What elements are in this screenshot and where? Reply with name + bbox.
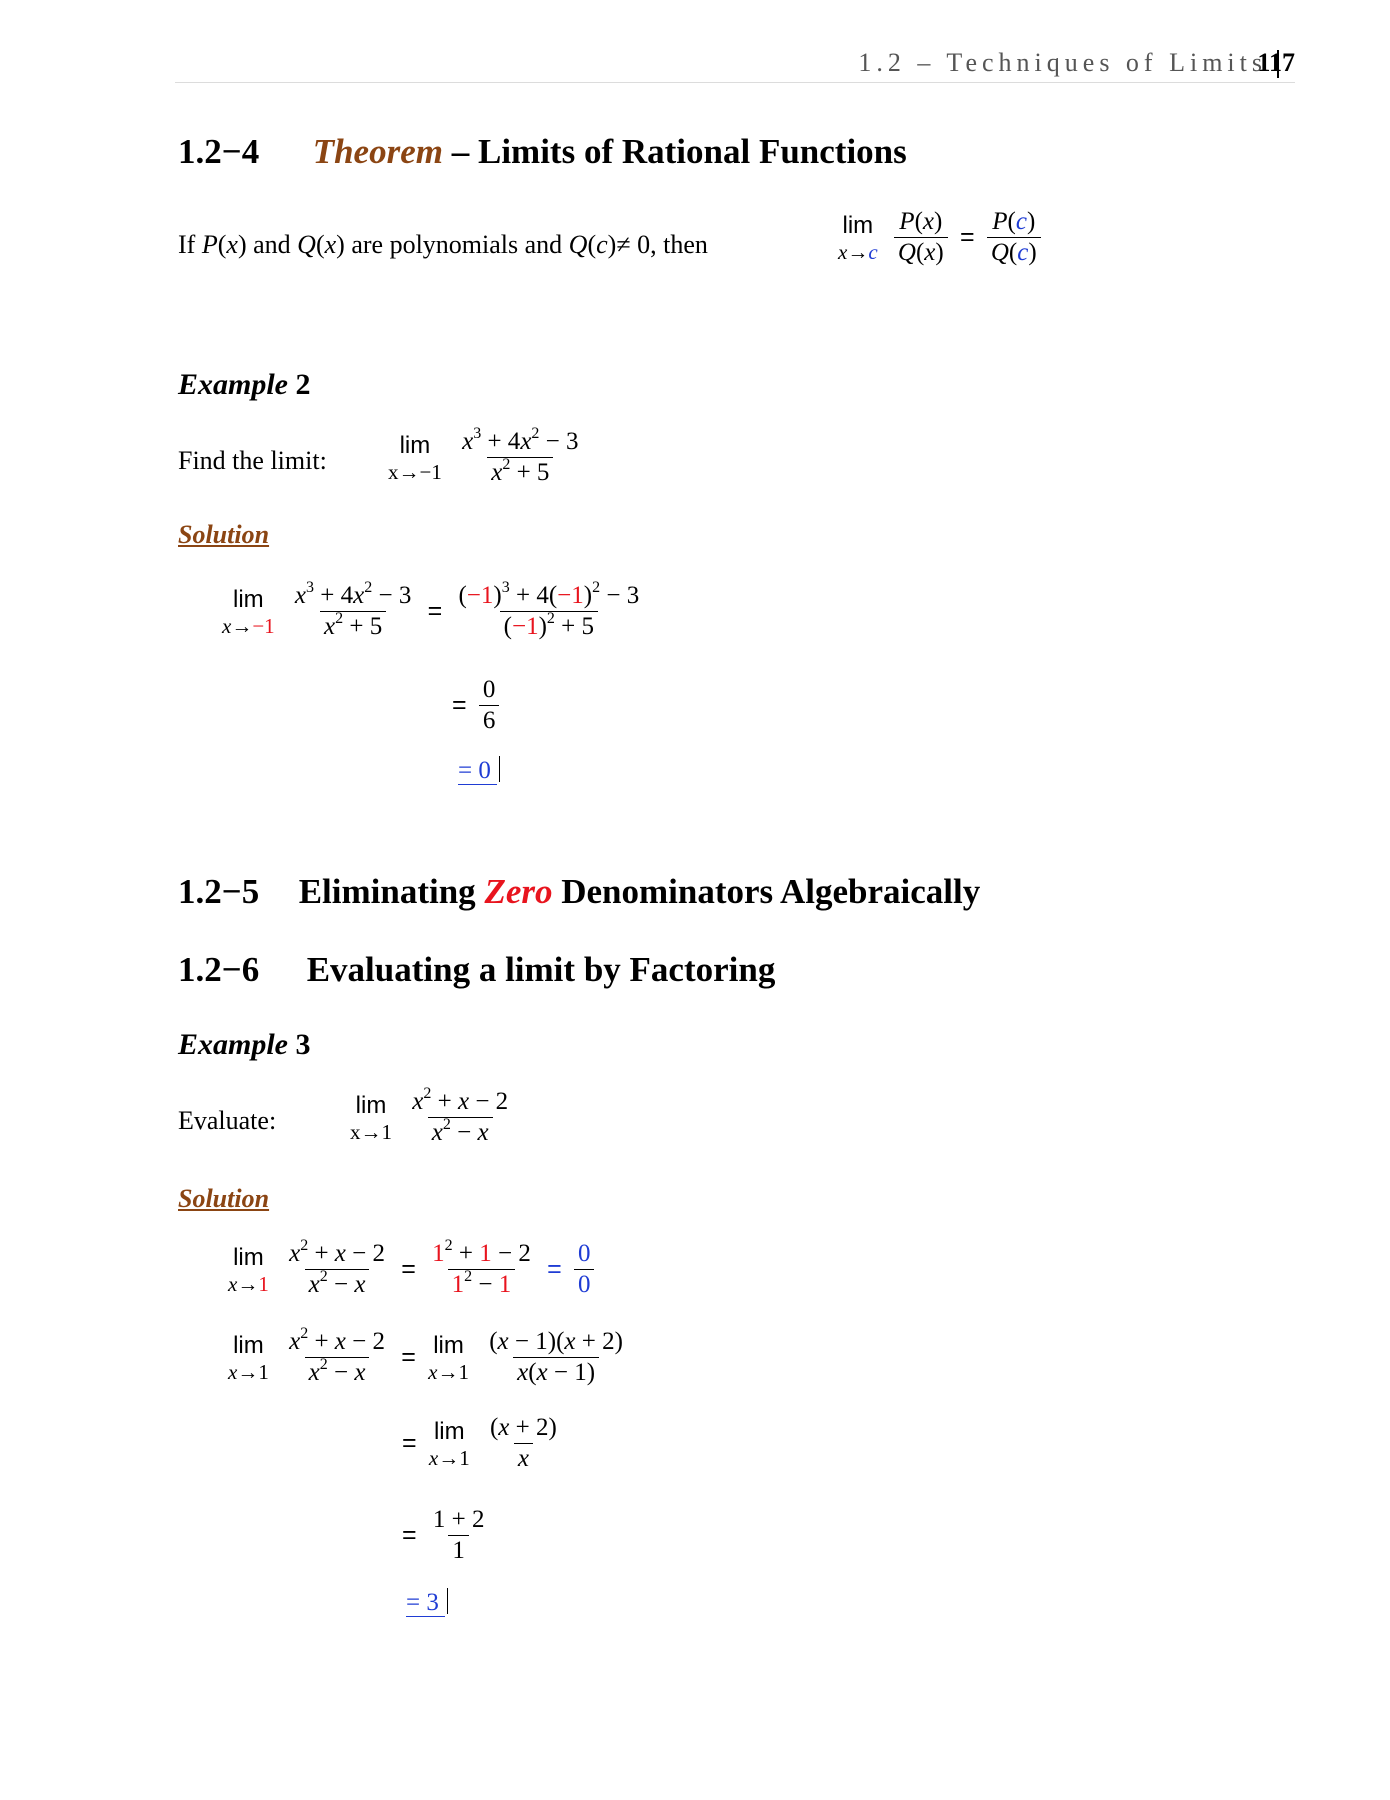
example-3-step-3: = lim x→1 $\frac{(x + 2)}{x}$ bbox=[402, 1414, 557, 1472]
theorem-statement: If P(x) and Q(x) are polynomials and Q(c)≠ 0, then bbox=[178, 230, 708, 259]
example-number: 2 bbox=[295, 368, 311, 401]
running-title: 1.2 – Techniques of Limits bbox=[858, 48, 1267, 77]
answer-zero: = 0 bbox=[458, 757, 497, 785]
example-3-prompt: Evaluate: bbox=[178, 1106, 277, 1135]
section-6-title: Evaluating a limit by Factoring bbox=[306, 950, 776, 989]
example-word: Example bbox=[178, 1028, 288, 1061]
example-3-heading bbox=[178, 1028, 311, 1062]
section-6-number: 1.2−6 bbox=[178, 950, 260, 989]
page-header bbox=[175, 44, 1295, 83]
example-2-step-2: = $\frac{0}{6}$ bbox=[452, 676, 499, 735]
theorem-formula: lim x→c $\frac{P(x)}{Q(x)}$ = $\frac{P(c)}{Q(c)}$ bbox=[838, 208, 1041, 267]
theorem-word: Theorem bbox=[312, 132, 443, 171]
example-3-step-4: = $\frac{1 + 2}{1}$ bbox=[402, 1506, 485, 1564]
example-2-answer bbox=[458, 756, 500, 785]
theorem-dash: – bbox=[442, 132, 478, 171]
word-if: If bbox=[178, 230, 196, 259]
example-2-expression: lim x→−1 $\frac{x^3 + 4x^2 - 3}{x^2 + 5}$ bbox=[388, 425, 579, 486]
example-3-step-2: lim x→1 $\frac{x^2 + x - 2}{x^2 - x}$ = lim x→1 $\frac{(x - 1)(x + 2)}{x(x - 1)}$ bbox=[228, 1325, 623, 1386]
not-equal-zero: ≠ 0 bbox=[616, 230, 651, 259]
theorem-number: 1.2−4 bbox=[178, 132, 260, 171]
example-word: Example bbox=[178, 368, 288, 401]
example-3-answer bbox=[406, 1588, 448, 1617]
theorem-title: Limits of Rational Functions bbox=[477, 132, 907, 171]
example-2-prompt: Find the limit: bbox=[178, 446, 327, 475]
word-are-polynomials: are polynomials and bbox=[351, 230, 563, 259]
section-1-2-5-heading bbox=[178, 872, 980, 912]
example-3-expression: lim x→1 $\frac{x^2 + x - 2}{x^2 - x}$ bbox=[350, 1085, 509, 1146]
example-3-solution-label: Solution bbox=[178, 1184, 270, 1213]
example-3-step-1: lim x→1 $\frac{x^2 + x - 2}{x^2 - x}$ = $\frac{1^2 + 1 - 2}{1^2 - 1}$ = $\frac{0}{0}$ bbox=[228, 1240, 594, 1299]
page-number: 117 bbox=[1257, 48, 1295, 77]
section-5-number: 1.2−5 bbox=[178, 872, 260, 911]
example-2-step-1: lim x→−1 $\frac{x^3 + 4x^2 - 3}{x^2 + 5}$ = $\frac{(-1)^3 + 4(-1)^2 - 3}{(-1)^2 + 5}$ bbox=[222, 579, 640, 640]
example-2-solution-label: Solution bbox=[178, 520, 270, 549]
section-5-pre: Eliminating bbox=[298, 872, 476, 911]
answer-three: = 3 bbox=[406, 1589, 445, 1617]
theorem-heading bbox=[178, 132, 907, 172]
word-and: and bbox=[253, 230, 291, 259]
section-5-zero: Zero bbox=[484, 872, 553, 911]
section-5-post: Denominators Algebraically bbox=[561, 872, 981, 911]
example-2-heading bbox=[178, 368, 311, 402]
example-number: 3 bbox=[295, 1028, 311, 1061]
section-1-2-6-heading bbox=[178, 950, 775, 990]
word-then: , then bbox=[650, 230, 708, 259]
